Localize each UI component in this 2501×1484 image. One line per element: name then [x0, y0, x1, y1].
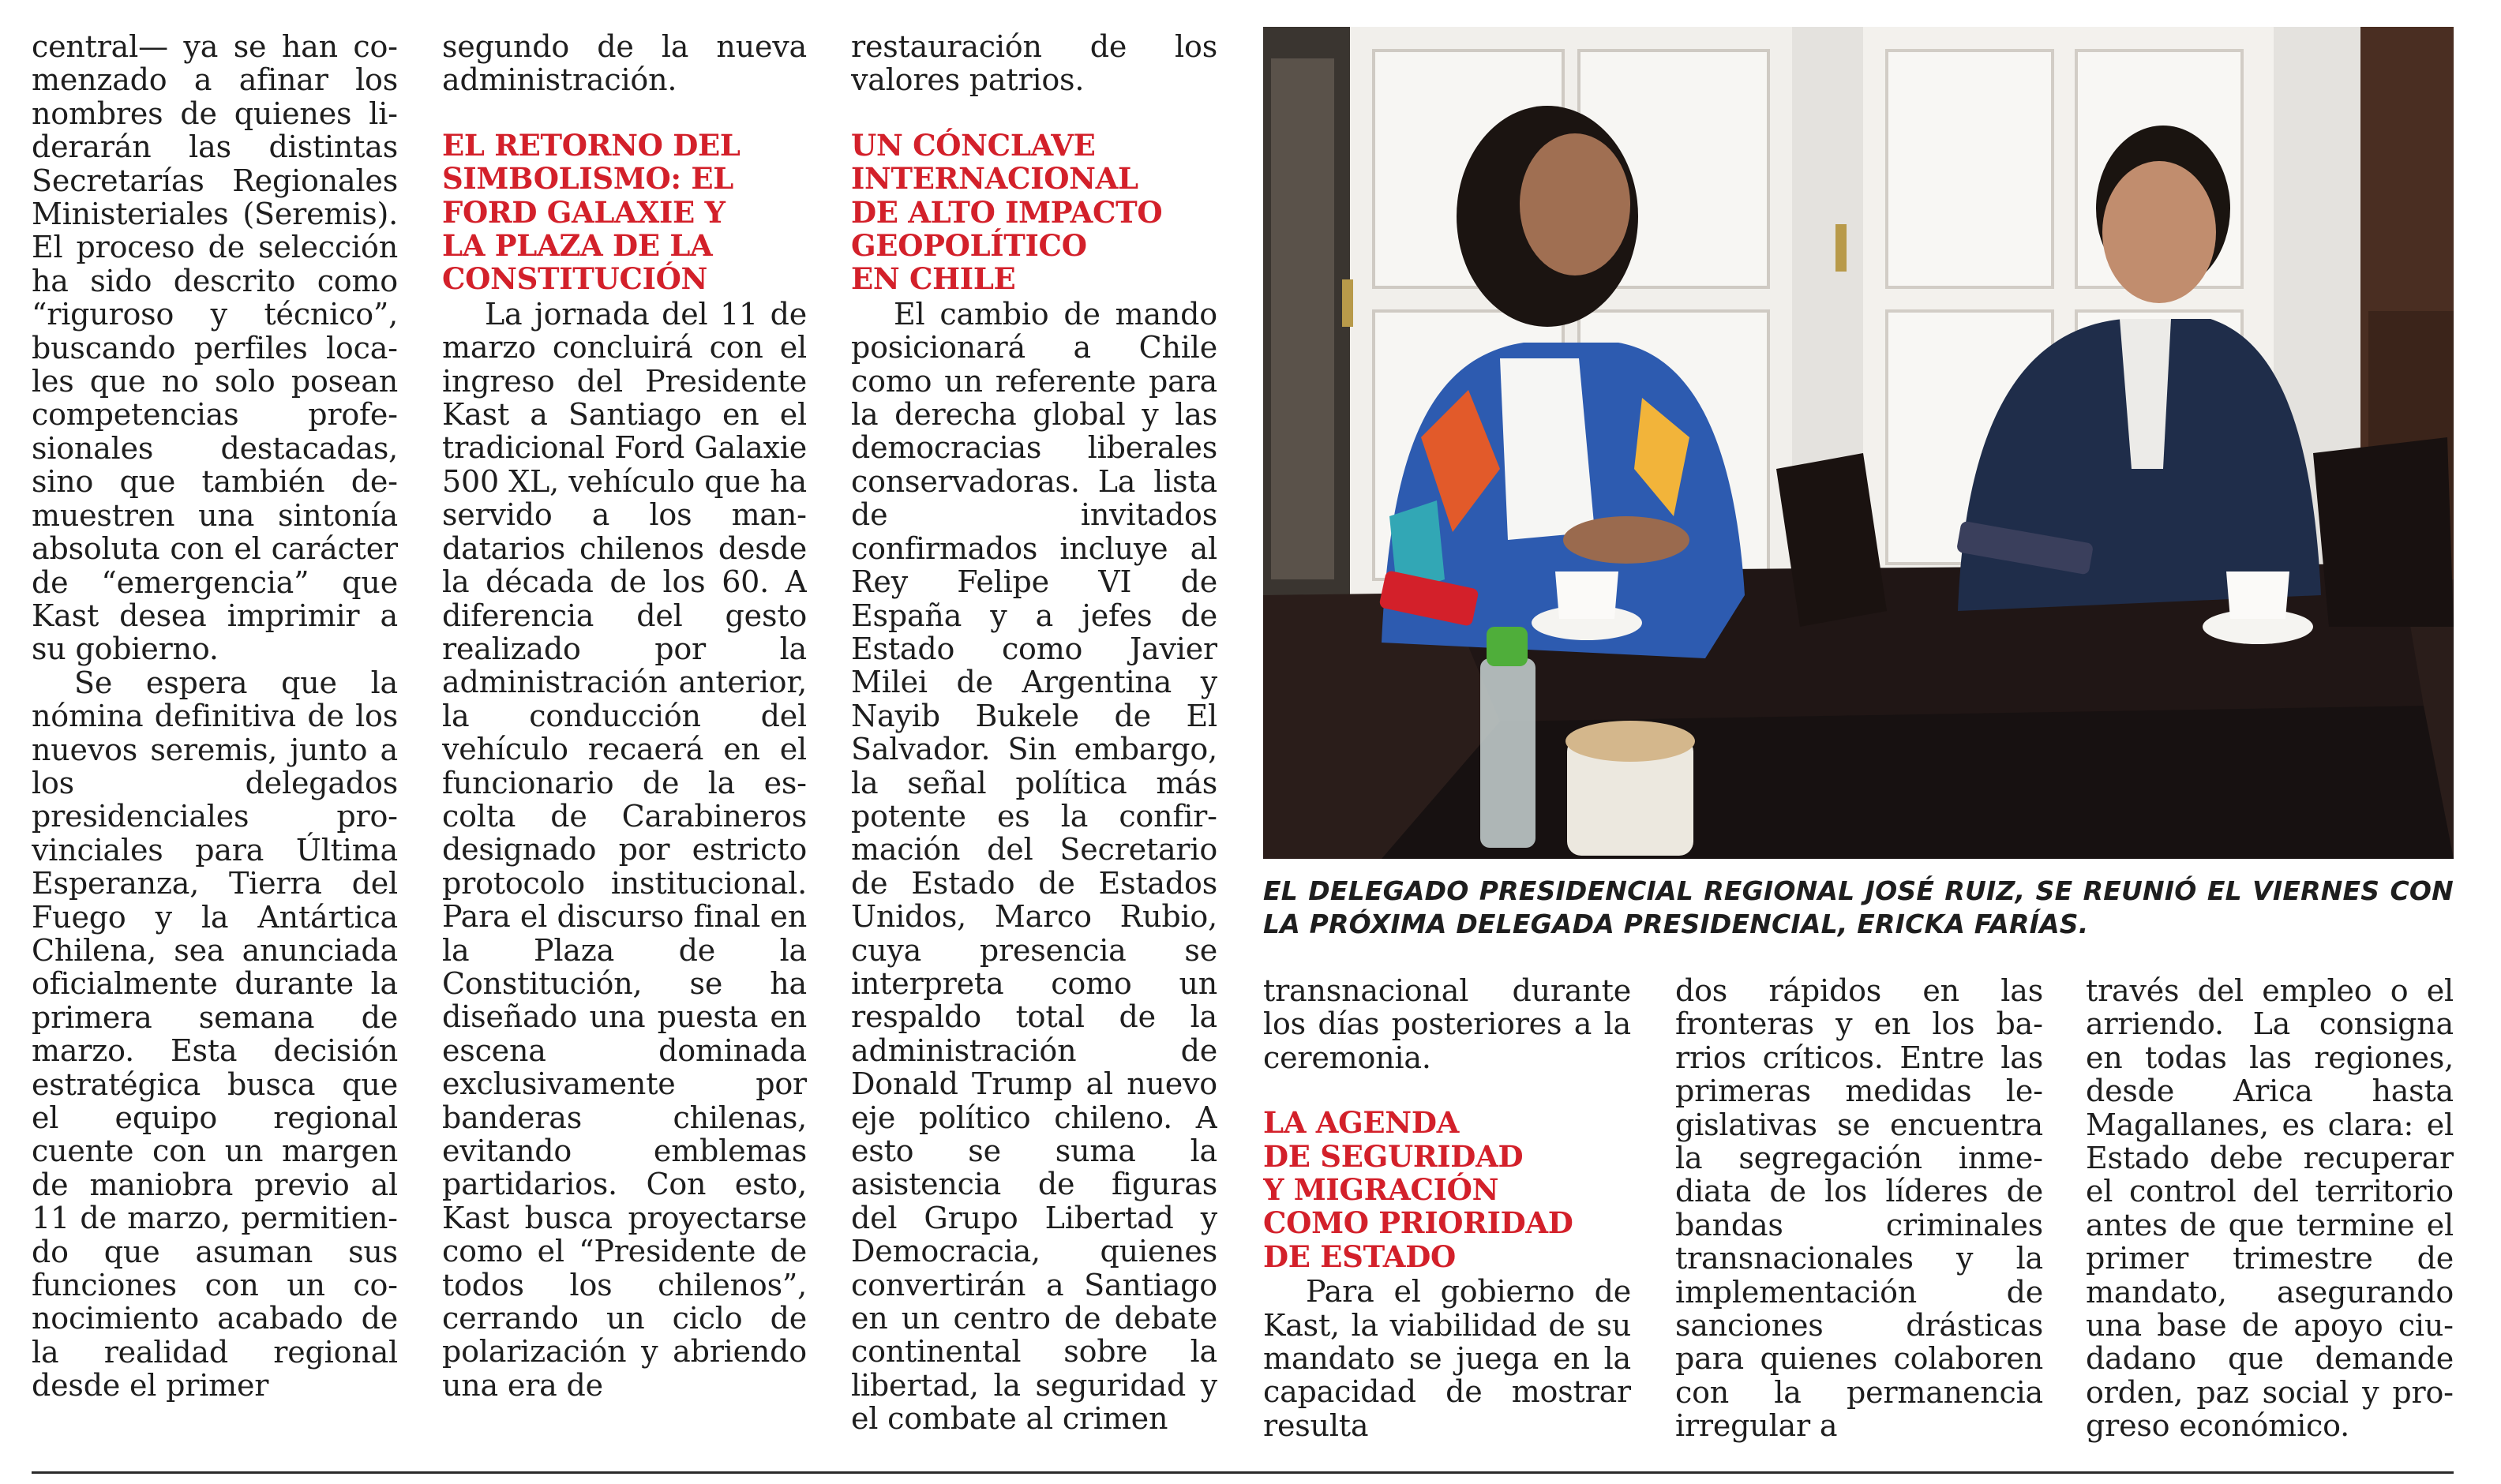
article-column-2	[442, 30, 807, 1456]
paragraph: transnacional durante los días posteriores a la ceremonia.	[1263, 974, 1631, 1075]
section-heading-seguridad: LA AGENDA DE SEGURIDAD Y MIGRACIÓN COMO PRIORIDAD DE ESTADO	[1263, 1105, 1573, 1274]
article-column-6	[2086, 974, 2454, 1456]
paragraph: La jornada del 11 de marzo concluirá con el ingreso del Presidente Kast a Santiago en el tradicional Ford Galaxie 500 XL, vehículo que ha servido a los mandatarios chilenos desde la década de los 60. A diferencia del gesto realizado por la administración anterior, la conducción del vehículo recaerá en el funcionario de la escolta de Carabineros designado por estricto protocolo institucional. Para el discurso final en la Plaza de la Constitución, se ha diseñado una puesta en escena dominada exclusivamente por banderas chilenas, evitando emblemas partidarios. Con esto, Kast busca proyectarse como el “Presidente de todos los chilenos”, cerrando un ciclo de polarización y abriendo una era de	[442, 296, 807, 1403]
paragraph: Para el gobierno de Kast, la viabilidad de su mandato se juega en la capacidad de mostrar resulta	[1263, 1274, 1631, 1443]
paragraph: restauración de los valores patrios.	[851, 30, 1217, 98]
article-column-4	[1263, 974, 1631, 1456]
meeting-photo	[1263, 27, 2454, 859]
section-heading-conclave: UN CÓNCLAVE INTERNACIONAL DE ALTO IMPACTO GEOPOLÍTICO EN CHILE	[851, 127, 1163, 297]
section-heading-ford-galaxie: EL RETORNO DEL SIMBOLISMO: EL FORD GALAXIE Y LA PLAZA DE LA CONSTITUCIÓN	[442, 127, 741, 297]
paragraph: El cambio de mando posicionará a Chile como un referente para la derecha global y las democracias liberales conservadoras. La lista de invitados confirmados incluye al Rey Felipe VI de España y a jefes de Estado como Javier Milei de Argentina y Nayib Bukele de El Salvador. Sin embargo, la señal política más potente es la confirmación del Secretario de Estado de Estados Unidos, Marco Rubio, cuya presencia se interpreta como un respaldo total de la administración de Donald Trump al nuevo eje político chileno. A esto se suma la asistencia de figuras del Grupo Libertad y Democracia, quienes convertirán a Santiago en un centro de debate continental sobre la libertad, la seguridad y el combate al crimen	[851, 296, 1217, 1437]
paragraph: central— ya se han comenzado a afinar los nombres de quienes liderarán las distintas Secretarías Regionales Ministeriales (Seremis). El proceso de selección ha sido descrito como “riguroso y técnico”, buscando perfiles locales que no solo posean competencias profesionales destacadas, sino que también demuestren una sintonía absoluta con el carácter de “emergencia” que Kast desea imprimir a su gobierno.	[32, 30, 398, 667]
paragraph: segundo de la nueva administración.	[442, 30, 807, 98]
photo-caption: EL DELEGADO PRESIDENCIAL REGIONAL JOSÉ RUIZ, SE REUNIÓ EL VIERNES CON LA PRÓXIMA DELEGADA PRESIDENCIAL, ERICKA FARÍAS.	[1263, 875, 2454, 939]
paragraph: Se espera que la nómina definitiva de los nuevos seremis, junto a los delegados presidenciales provinciales para Última Esperanza, Tierra del Fuego y la Antártica Chilena, sea anunciada oficialmente durante la primera semana de marzo. Esta decisión estratégica busca que el equipo regional cuente con un margen de maniobra previo al 11 de marzo, permitiendo que asuman sus funciones con un conocimiento acabado de la realidad regional desde el primer	[32, 665, 398, 1403]
article-column-3	[851, 30, 1217, 1456]
paragraph: dos rápidos en las fronteras y en los barrios críticos. Entre las primeras medidas legislativas se encuentra la segregación inmediata de los líderes de bandas criminales transnacionales y la implementación de sanciones drásticas para quienes colaboren con la permanencia irregular a	[1675, 974, 2043, 1444]
paragraph: través del empleo o el arriendo. La consigna en todas las regiones, desde Arica hasta Magallanes, es clara: el Estado debe recuperar el control del territorio antes de que termine el primer trimestre de mandato, asegurando una base de apoyo ciudadano que demande orden, paz social y progreso económico.	[2086, 974, 2454, 1444]
bottom-divider	[32, 1471, 2454, 1474]
article-column-1	[32, 30, 398, 1456]
article-column-5	[1675, 974, 2043, 1456]
